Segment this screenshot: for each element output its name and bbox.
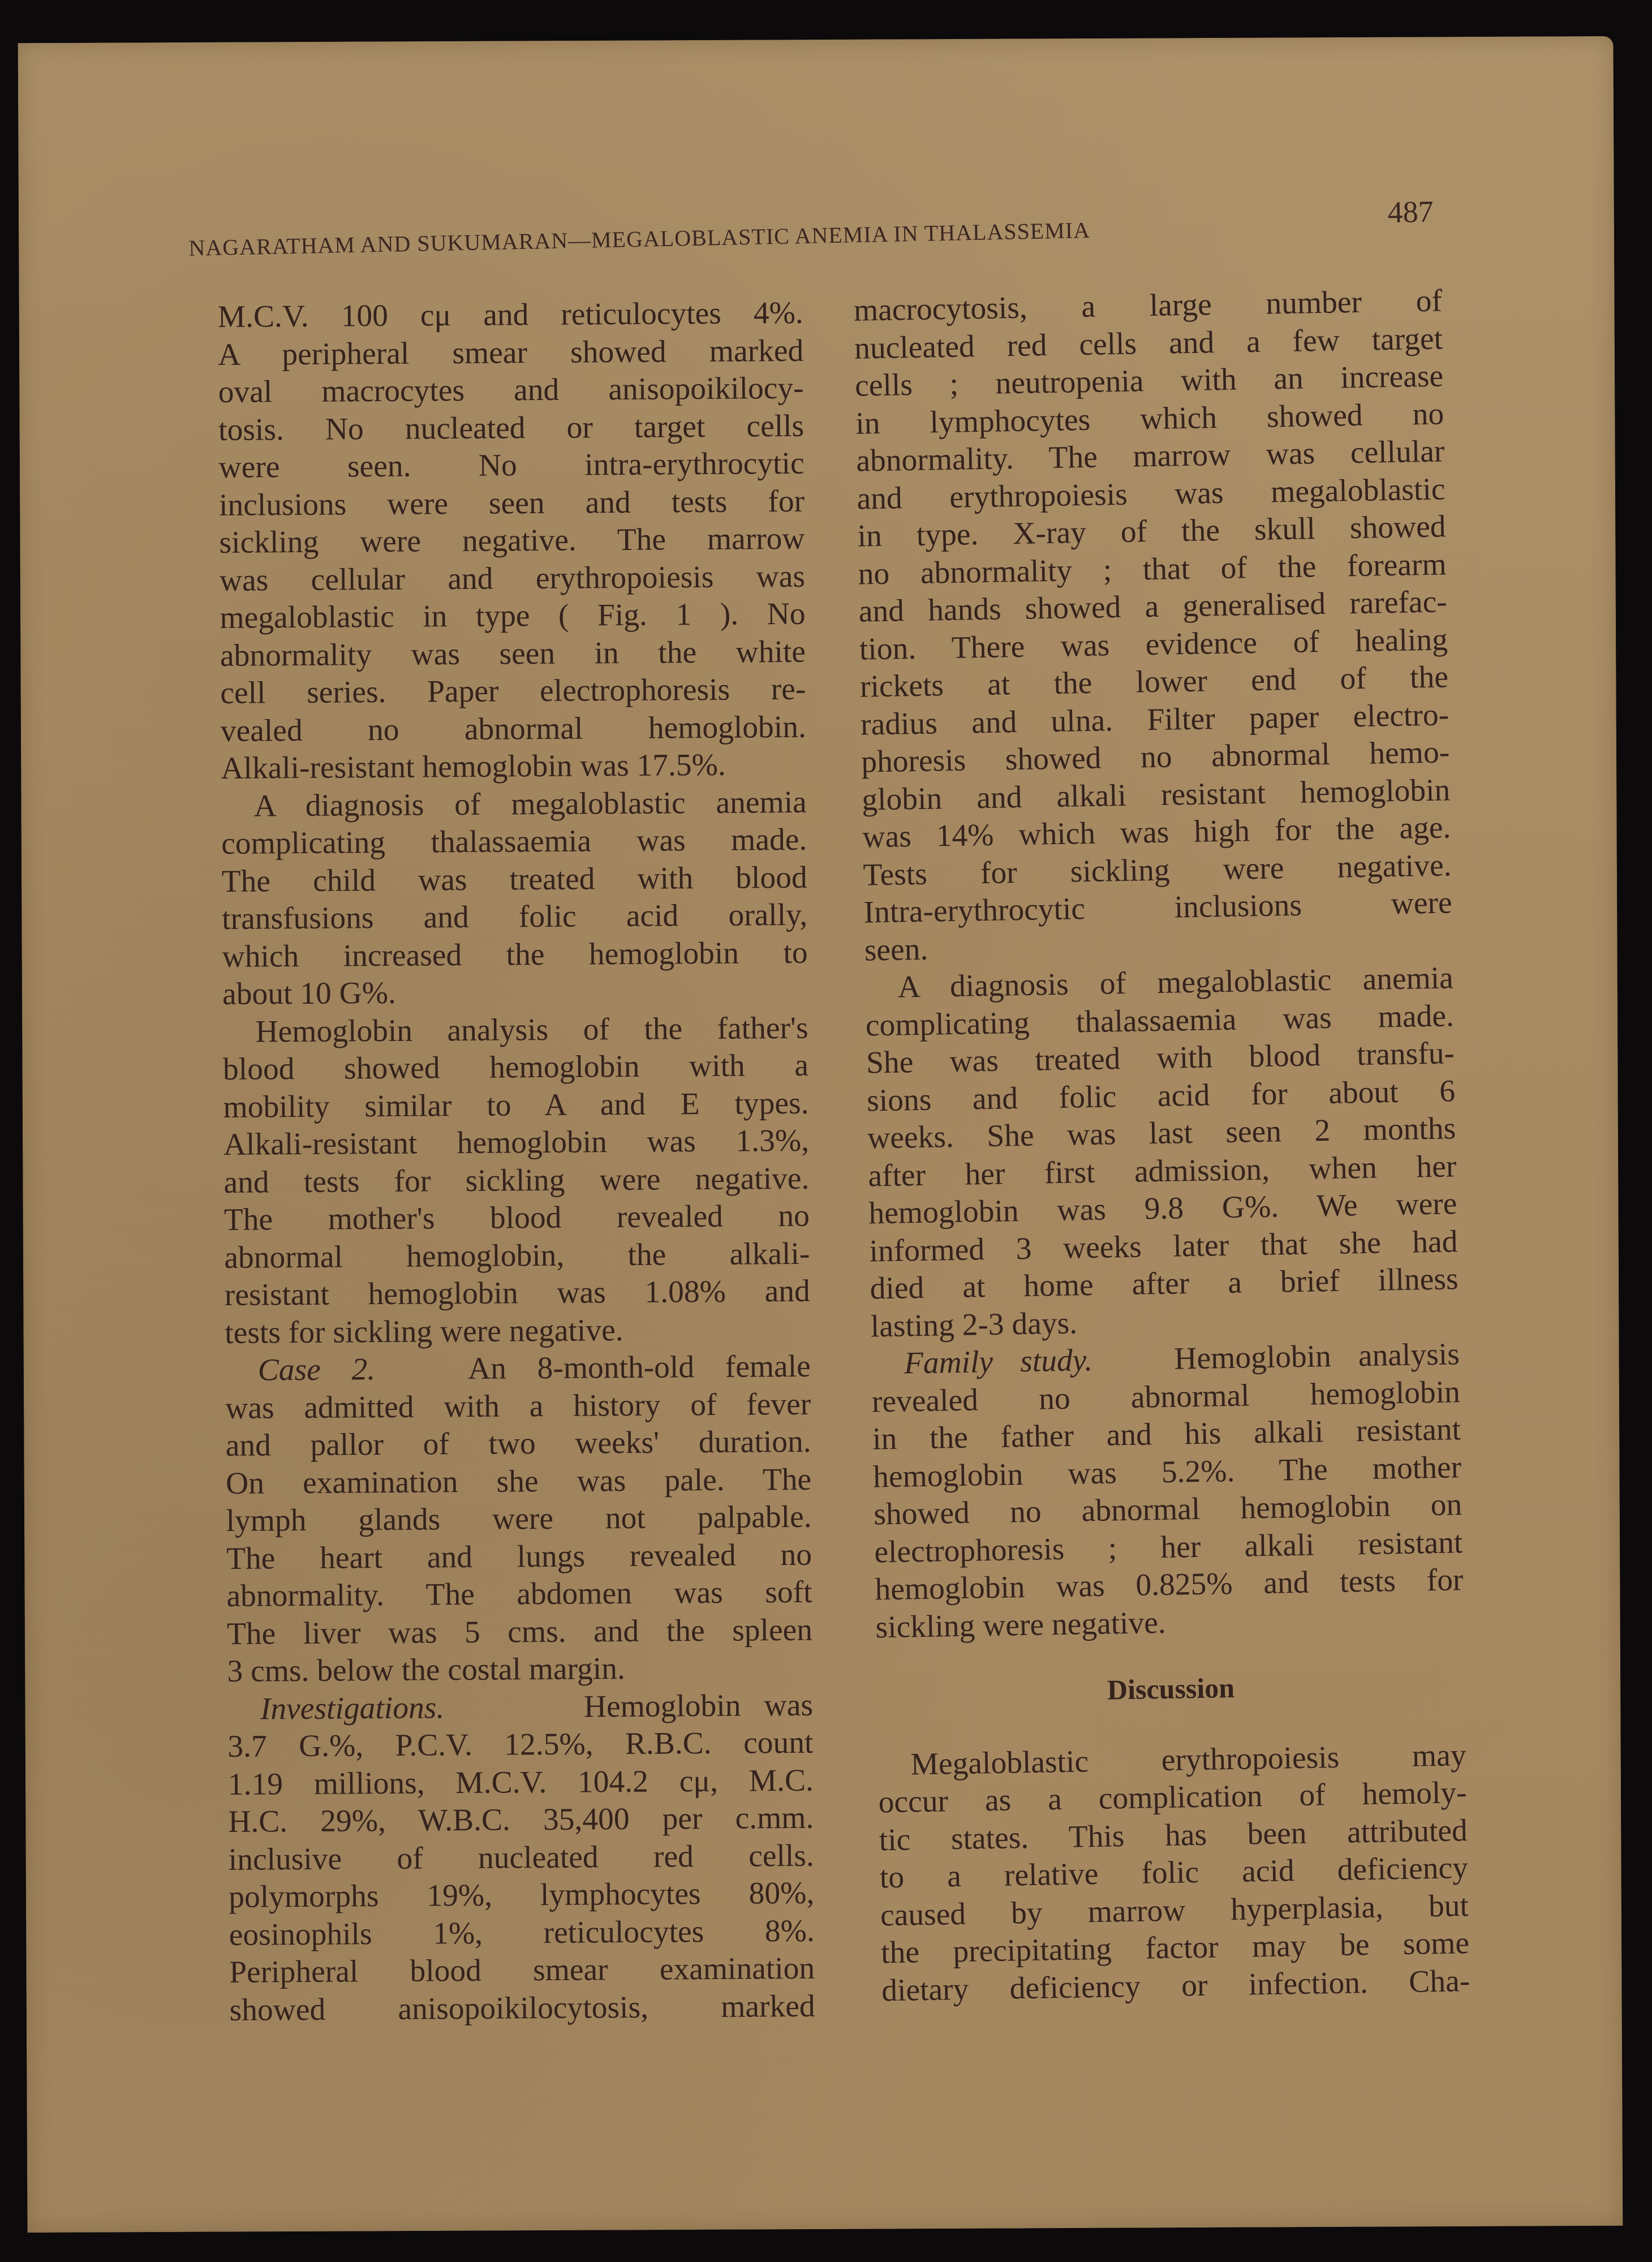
text-line: eosinophils 1%, reticulocytes 8%.: [229, 1913, 815, 1953]
text-line: hemoglobin was 5.2%. The mother: [872, 1450, 1462, 1494]
text-line: mobility similar to A and E types.: [223, 1086, 809, 1125]
text-fragment: An 8-month-old female: [467, 1349, 811, 1386]
text-line: was cellular and erythropoiesis was: [219, 559, 806, 598]
text-line: nucleated red cells and a few target: [854, 321, 1443, 366]
text-line: Alkali-resistant hemoglobin was 1.3%,: [223, 1123, 810, 1162]
text-line: The heart and lungs revealed no: [226, 1537, 812, 1576]
text-line: cells ; neutropenia with an increase: [854, 359, 1444, 403]
left-column: [218, 295, 815, 2029]
text-line: Alkali-resistant hemoglobin was 17.5%.: [221, 747, 726, 786]
paragraph-start: Hemoglobin analysis of the father's: [255, 1010, 808, 1050]
text-line: and hands showed a generalised rarefac-: [858, 584, 1448, 629]
text-line: revealed no abnormal hemoglobin: [871, 1374, 1461, 1419]
text-line: dietary deficiency or infection. Cha-: [881, 1963, 1470, 2008]
text-line: electrophoresis ; her alkali resistant: [874, 1525, 1463, 1569]
investigations-paragraph-start: [227, 1687, 813, 1728]
text-line: was 14% which was high for the age.: [862, 810, 1451, 855]
page-number: 487: [1387, 194, 1434, 230]
text-line: to a relative folic acid deficiency: [879, 1851, 1469, 1895]
text-line: rickets at the lower end of the: [859, 660, 1449, 704]
text-line: M.C.V. 100 cμ and reticulocytes 4%.: [217, 295, 803, 334]
text-line: complicating thalassaemia was made.: [221, 822, 807, 861]
text-line: hemoglobin was 0.825% and tests for: [875, 1563, 1464, 1607]
text-line: Peripheral blood smear examination: [229, 1951, 815, 1990]
text-line: was admitted with a history of fever: [225, 1387, 811, 1426]
text-line: cell series. Paper electrophoresis re-: [220, 672, 806, 711]
text-line: resistant hemoglobin was 1.08% and: [224, 1274, 811, 1313]
text-line: caused by marrow hyperplasia, but: [880, 1888, 1469, 1933]
text-line: radius and ulna. Filter paper electro-: [860, 697, 1449, 742]
text-line: after her first admission, when her: [867, 1149, 1457, 1194]
text-line: She was treated with blood transfu-: [866, 1036, 1455, 1081]
text-line: Tests for sickling were negative.: [863, 848, 1452, 893]
text-line: complicating thalassaemia was made.: [865, 998, 1455, 1043]
text-line: tosis. No nucleated or target cells: [218, 408, 805, 448]
paragraph-start: A diagnosis of megaloblastic anemia: [253, 785, 807, 824]
text-line: lymph glands were not palpable.: [226, 1499, 812, 1538]
text-line: macrocytosis, a large number of: [853, 283, 1443, 328]
text-line: inclusions were seen and tests for: [218, 484, 805, 523]
text-line: in type. X-ray of the skull showed: [857, 509, 1447, 554]
section-heading-discussion: Discussion: [1107, 1671, 1235, 1706]
text-line: globin and alkali resistant hemoglobin: [861, 772, 1451, 818]
text-line: and tests for sickling were negative.: [223, 1161, 810, 1200]
text-line: tests for sickling were negative.: [225, 1313, 623, 1351]
investigations-label: Investigations.: [260, 1690, 445, 1727]
text-line: in lymphocytes which showed no: [855, 396, 1444, 441]
text-fragment: Hemoglobin analysis: [1173, 1337, 1460, 1377]
text-line: blood showed hemoglobin with a: [222, 1048, 809, 1087]
scanned-page: [18, 36, 1623, 2233]
paragraph-start: A diagnosis of megaloblastic anemia: [897, 961, 1454, 1005]
text-line: transfusions and folic acid orally,: [221, 897, 808, 936]
text-line: lasting 2-3 days.: [870, 1305, 1078, 1344]
text-line: 3.7 G.%, P.C.V. 12.5%, R.B.C. count: [227, 1725, 814, 1764]
text-line: sickling were negative.: [875, 1605, 1167, 1645]
text-line: sickling were negative. The marrow: [219, 521, 805, 560]
text-line: The child was treated with blood: [221, 860, 807, 899]
family-study-label: Family study.: [904, 1343, 1093, 1381]
case-2-paragraph-start: [225, 1348, 811, 1390]
text-line: the precipitating factor may be some: [880, 1926, 1470, 1971]
text-line: Intra-erythrocytic inclusions were: [863, 885, 1453, 930]
running-head: [188, 187, 1461, 261]
text-line: 3 cms. below the costal margin.: [227, 1652, 626, 1689]
text-fragment: Hemoglobin was: [583, 1688, 814, 1725]
text-line: were seen. No intra-erythrocytic: [218, 446, 805, 485]
text-line: On examination she was pale. The: [225, 1462, 812, 1501]
text-line: tic states. This has been attributed: [879, 1813, 1468, 1857]
text-line: informed 3 weeks later that she had: [869, 1224, 1458, 1268]
text-line: H.C. 29%, W.B.C. 35,400 per c.mm.: [228, 1800, 814, 1839]
text-line: polymorphs 19%, lymphocytes 80%,: [229, 1876, 815, 1915]
text-line: and pallor of two weeks' duration.: [225, 1424, 811, 1463]
text-line: inclusive of nucleated red cells.: [228, 1838, 814, 1877]
text-line: megaloblastic in type ( Fig. 1 ). No: [220, 596, 806, 635]
case-2-label: Case 2.: [257, 1352, 376, 1388]
text-line: weeks. She was last seen 2 months: [867, 1111, 1456, 1156]
text-line: seen.: [864, 932, 928, 968]
right-column: [854, 282, 1470, 2010]
text-line: and erythropoiesis was megaloblastic: [857, 471, 1445, 517]
text-line: The liver was 5 cms. and the spleen: [226, 1612, 813, 1652]
text-line: about 10 G%.: [222, 975, 397, 1012]
text-line: 1.19 millions, M.C.V. 104.2 cμ, M.C.: [227, 1763, 814, 1802]
paragraph-start: Megaloblastic erythropoiesis may: [910, 1738, 1467, 1782]
text-line: phoresis showed no abnormal hemo-: [861, 735, 1450, 780]
text-line: in the father and his alkali resistant: [872, 1412, 1461, 1457]
text-line: tion. There was evidence of healing: [859, 622, 1448, 667]
text-line: no abnormality ; that of the forearm: [858, 547, 1447, 592]
text-line: showed no abnormal hemoglobin on: [873, 1487, 1462, 1532]
text-line: abnormal hemoglobin, the alkali-: [224, 1236, 810, 1275]
text-line: died at home after a brief illness: [870, 1262, 1459, 1306]
text-line: A peripheral smear showed marked: [218, 333, 804, 372]
text-line: abnormality. The abdomen was soft: [226, 1575, 812, 1614]
text-line: showed anisopoikilocytosis, marked: [229, 1989, 815, 2028]
text-line: hemoglobin was 9.8 G%. We were: [868, 1186, 1457, 1231]
running-title: NAGARATHAM AND SUKUMARAN—MEGALOBLASTIC ANEMIA IN THALASSEMIA: [188, 217, 1091, 261]
text-line: vealed no abnormal hemoglobin.: [220, 709, 807, 749]
text-line: sions and folic acid for about 6: [866, 1073, 1456, 1119]
text-line: abnormality. The marrow was cellular: [855, 434, 1445, 479]
text-line: abnormality was seen in the white: [220, 634, 806, 673]
text-line: which increased the hemoglobin to: [222, 935, 808, 974]
text-line: oval macrocytes and anisopoikilocy-: [218, 371, 804, 410]
text-line: occur as a complication of hemoly-: [878, 1775, 1468, 1820]
text-line: The mother's blood revealed no: [223, 1198, 810, 1237]
